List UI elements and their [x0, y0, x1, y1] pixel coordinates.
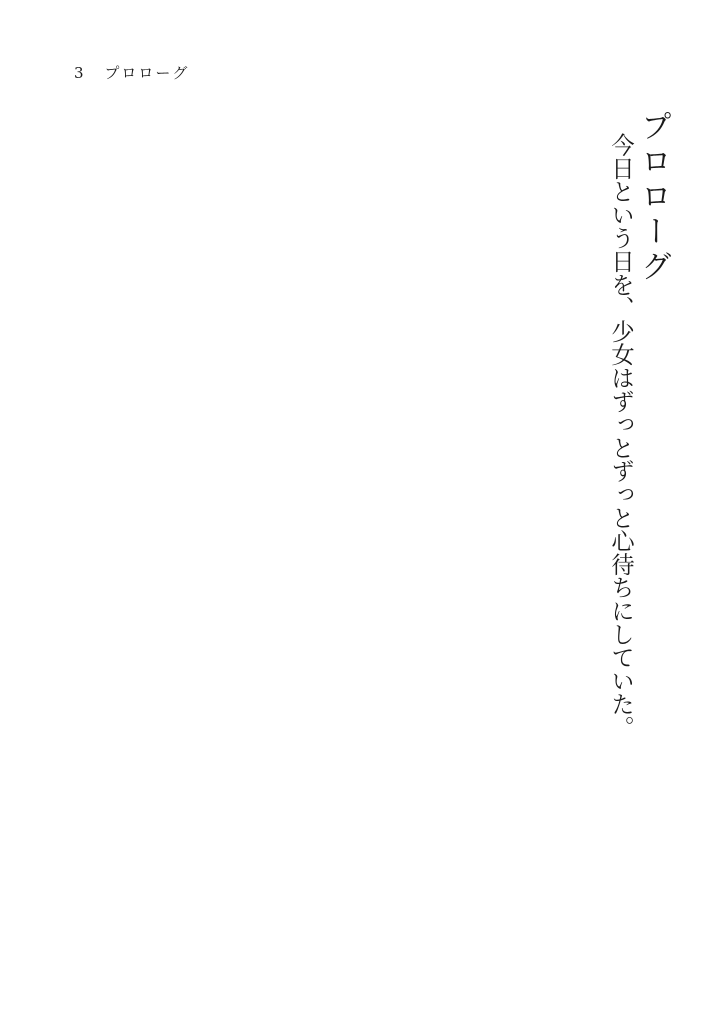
vertical-text-body [0, 110, 671, 950]
running-title: プロローグ [104, 64, 190, 82]
page-number: 3 [74, 64, 86, 82]
paragraph-1: 今日という日を、少女はずっとずっと心待ちにしていた。 [607, 133, 634, 740]
running-header [74, 62, 189, 83]
chapter-title: プロローグ [635, 110, 671, 285]
